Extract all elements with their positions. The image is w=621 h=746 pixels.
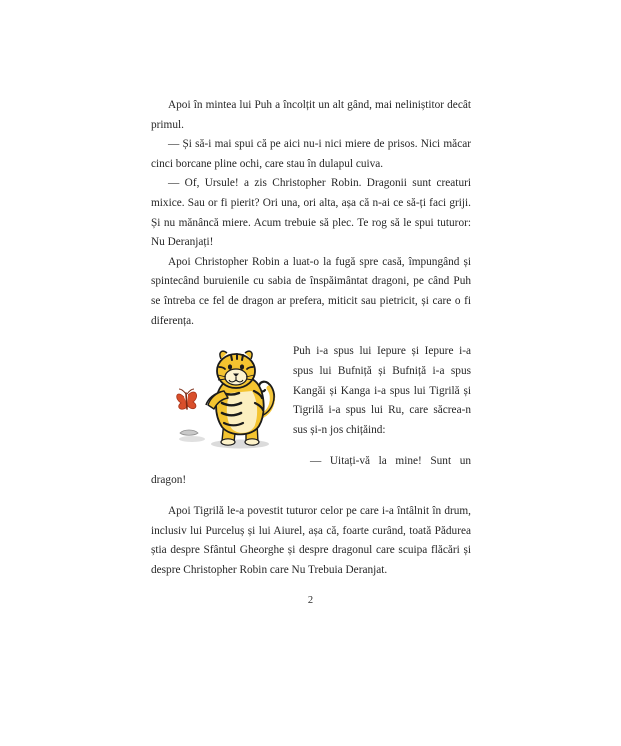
paragraph-6-wrapped: — Uitați-vă la mine! Sunt un dragon! xyxy=(151,454,471,487)
paragraph-3: — Of, Ursule! a zis Christopher Robin. Dragonii sunt creaturi mixice. Sau or fi pierit? Ori una, ori alta, așa că n-ai ce să-ți faci griji. Și nu mănâncă miere. Acum trebuie să plec. Te rog să le spui tuturor: Nu Deranjați! xyxy=(151,177,471,249)
paragraph-5-wrapped: Puh i-a spus lui Iepure și Iepure i-a spus lui Bufniță și Bufniță i-a spus Kangăi și Kanga i-a spus lui Tigrilă și Tigrilă i-a spus lui Ru, care săcrea-n sus și-n jos chițăind: xyxy=(293,345,471,436)
page-number: 2 xyxy=(307,595,314,606)
page-body-text xyxy=(151,96,471,581)
paragraph-1: Apoi în mintea lui Puh a încolțit un alt gând, mai neliniștitor decât primul. xyxy=(151,99,471,131)
illustration-text-wrap-spacer xyxy=(151,331,293,459)
paragraph-7: Apoi Tigrilă le-a povestit tuturor celor pe care i-a întâlnit în drum, inclusiv lui Purceluș și lui Aiurel, așa că, foarte curând, toată Pădurea știa despre Sfântul Gheorghe și despre dragonul care scuipa flăcări și despre Christopher Robin care Nu Trebuia Deranjat. xyxy=(151,505,471,576)
paragraph-2: — Și să-i mai spui că pe aici nu-i nici miere de prisos. Nici măcar cinci borcane pline ochi, care stau în dulapul cuiva. xyxy=(151,138,471,170)
paragraph-4: Apoi Christopher Robin a luat-o la fugă spre casă, împungând și spintecând buruienile cu sabia de înspăimântat dragoni, pe când Puh se întreba ce fel de dragon ar prefera, miticit sau pietricit, și care o fi diferența. xyxy=(151,255,471,327)
